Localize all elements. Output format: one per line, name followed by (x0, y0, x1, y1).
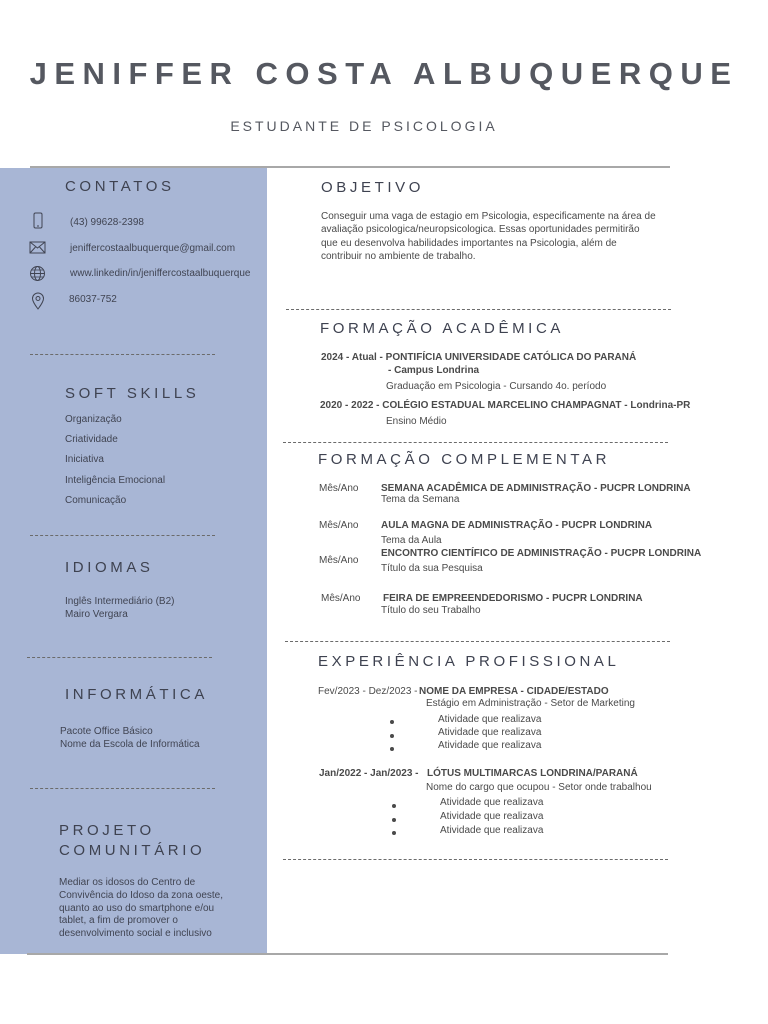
cep-text: 86037-752 (69, 294, 117, 305)
phone-text: (43) 99628-2398 (70, 217, 144, 228)
objetivo-line: que eu desenvolva habilidades importantes na Psicologia, além de (321, 238, 617, 249)
mail-icon (29, 241, 45, 257)
job-activity: Atividade que realizava (440, 797, 544, 808)
sidebar-divider (30, 788, 215, 789)
job-role: Nome do cargo que ocupou - Setor onde trabalhou (426, 782, 652, 793)
footer-divider (27, 953, 668, 955)
complementar-head: SEMANA ACADÊMICA DE ADMINISTRAÇÃO - PUCPR LONDRINA (381, 483, 691, 494)
section-divider (283, 442, 668, 443)
objetivo-title: OBJETIVO (321, 179, 424, 196)
bullet-icon (390, 747, 394, 751)
section-divider (285, 641, 670, 642)
soft-skill-item: Iniciativa (65, 454, 104, 465)
complementar-head: AULA MAGNA DE ADMINISTRAÇÃO - PUCPR LONDRINA (381, 520, 653, 531)
section-divider (286, 309, 671, 310)
complementar-title: FORMAÇÃO COMPLEMENTAR (318, 451, 611, 468)
contacts-title: CONTATOS (65, 178, 175, 195)
objetivo-line: Conseguir uma vaga de estagio em Psicologia, especificamente na área de (321, 211, 656, 222)
formacao-entry-head2: - Campus Londrina (388, 365, 480, 376)
section-divider (283, 859, 668, 860)
informatica-item: Nome da Escola de Informática (60, 739, 200, 750)
formacao-title: FORMAÇÃO ACADÊMICA (320, 320, 564, 337)
formacao-entry-sub: Graduação em Psicologia - Cursando 4o. período (386, 381, 607, 392)
complementar-sub: Título do seu Trabalho (381, 605, 481, 616)
globe-icon (29, 265, 45, 281)
objetivo-line: contribuir no ambiente de trabalho. (321, 251, 476, 262)
bullet-icon (390, 720, 394, 724)
soft-skills-title: SOFT SKILLS (65, 385, 200, 402)
projeto-line: quanto ao uso do smartphone e/ou (59, 903, 215, 914)
email-text: jeniffercostaalbuquerque@gmail.com (70, 243, 236, 254)
projeto-line: Mediar os idosos do Centro de (59, 877, 196, 888)
idiomas-title: IDIOMAS (65, 559, 154, 576)
sidebar-divider (27, 657, 212, 658)
complementar-date: Mês/Ano (319, 520, 359, 531)
linkedin-text: www.linkedin/in/jeniffercostaalbuquerque (70, 268, 251, 279)
job-role: Estágio em Administração - Setor de Marketing (426, 698, 635, 709)
sidebar-divider (30, 354, 215, 355)
complementar-head: ENCONTRO CIENTÍFICO DE ADMINISTRAÇÃO - PUCPR LONDRINA (381, 548, 702, 559)
complementar-head: FEIRA DE EMPREENDEDORISMO - PUCPR LONDRINA (383, 593, 643, 604)
soft-skill-item: Comunicação (65, 495, 127, 506)
projeto-title-line1: PROJETO (59, 822, 155, 839)
complementar-date: Mês/Ano (321, 593, 361, 604)
sidebar-divider (30, 535, 215, 536)
bullet-icon (392, 818, 396, 822)
complementar-sub: Tema da Aula (381, 535, 442, 546)
complementar-sub: Título da sua Pesquisa (381, 563, 483, 574)
projeto-line: desenvolvimento social e inclusivo (59, 928, 212, 939)
job-company: NOME DA EMPRESA - CIDADE/ESTADO (419, 686, 609, 697)
phone-icon (30, 212, 46, 228)
bullet-icon (392, 831, 396, 835)
idioma-item: Inglês Intermediário (B2) (65, 596, 175, 607)
formacao-entry-head: 2020 - 2022 - COLÉGIO ESTADUAL MARCELINO CHAMPAGNAT - Londrina-PR (320, 400, 691, 411)
experiencia-title: EXPERIÊNCIA PROFISSIONAL (318, 653, 620, 670)
projeto-line: Convivência do Idoso da zona oeste, (59, 890, 223, 901)
soft-skill-item: Organização (65, 414, 122, 425)
job-activity: Atividade que realizava (438, 727, 542, 738)
complementar-date: Mês/Ano (319, 483, 359, 494)
complementar-sub: Tema da Semana (381, 494, 460, 505)
idioma-item: Mairo Vergara (65, 609, 128, 620)
informatica-title: INFORMÁTICA (65, 686, 208, 703)
job-date: Fev/2023 - Dez/2023 - (318, 686, 418, 697)
complementar-date: Mês/Ano (319, 555, 359, 566)
formacao-entry-head: 2024 - Atual - PONTIFÍCIA UNIVERSIDADE CATÓLICA DO PARANÁ (321, 352, 637, 363)
job-activity: Atividade que realizava (438, 714, 542, 725)
job-date: Jan/2022 - Jan/2023 - (319, 768, 419, 779)
soft-skill-item: Criatividade (65, 434, 118, 445)
informatica-item: Pacote Office Básico (60, 726, 153, 737)
projeto-line: tablet, a fim de promover o (59, 915, 178, 926)
projeto-title-line2: COMUNITÁRIO (59, 842, 206, 859)
location-pin-icon (31, 292, 47, 308)
job-activity: Atividade que realizava (440, 825, 544, 836)
candidate-role: ESTUDANTE DE PSICOLOGIA (230, 118, 498, 134)
job-activity: Atividade que realizava (440, 811, 544, 822)
soft-skill-item: Inteligência Emocional (65, 475, 166, 486)
bullet-icon (392, 804, 396, 808)
candidate-name: JENIFFER COSTA ALBUQUERQUE (29, 56, 739, 91)
job-activity: Atividade que realizava (438, 740, 542, 751)
bullet-icon (390, 734, 394, 738)
job-company: LÓTUS MULTIMARCAS LONDRINA/PARANÁ (427, 768, 638, 779)
objetivo-line: avaliação psicologica/neuropsicologica. Essas oportunidades permitirão (321, 224, 640, 235)
formacao-entry-sub: Ensino Médio (386, 416, 447, 427)
